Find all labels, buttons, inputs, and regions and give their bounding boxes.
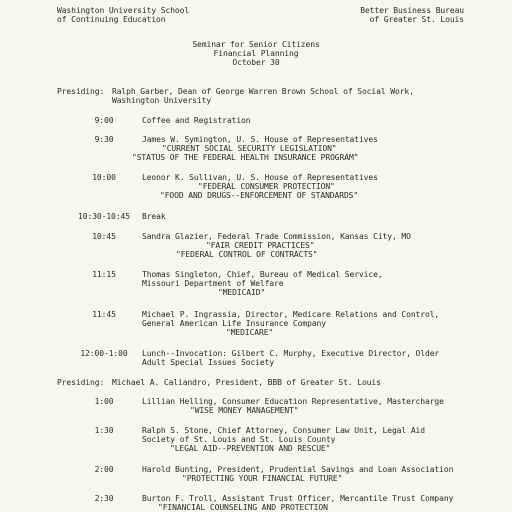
- schedule-time: 11:15: [92, 270, 116, 279]
- talk-title: "PROTECTING YOUR FINANCIAL FUTURE": [182, 474, 343, 483]
- schedule-item: General American Life Insurance Company: [142, 319, 326, 328]
- header-left-line-2: of Continuing Education: [57, 15, 166, 24]
- schedule-time: 9:00: [94, 116, 114, 125]
- schedule-time: 10:45: [92, 232, 116, 241]
- schedule-time: 2:00: [94, 465, 114, 474]
- schedule-item: Michael P. Ingrassia, Director, Medicare Relations and Control,: [142, 310, 440, 319]
- schedule-item: Thomas Singleton, Chief, Bureau of Medical Service,: [142, 270, 383, 279]
- schedule-item: Break: [142, 212, 166, 221]
- seminar-title: Seminar for Senior Citizens: [192, 40, 320, 49]
- schedule-time: 1:30: [94, 426, 114, 435]
- schedule-item: Society of St. Louis and St. Louis County: [142, 435, 336, 444]
- schedule-item: Lunch--Invocation: Gilbert C. Murphy, Executive Director, Older: [142, 349, 440, 358]
- schedule-time: 9:30: [94, 135, 114, 144]
- seminar-subtitle: Financial Planning: [213, 49, 299, 58]
- talk-title: "FEDERAL CONTROL OF CONTRACTS": [176, 250, 318, 259]
- schedule-time: 11:45: [92, 310, 116, 319]
- schedule-item: Burton F. Troll, Assistant Trust Officer, Mercantile Trust Company: [142, 494, 454, 503]
- schedule-item: Adult Special Issues Society: [142, 358, 275, 367]
- talk-title: "MEDICARE": [226, 328, 274, 337]
- presiding-label: Presiding:: [57, 87, 105, 96]
- header-right-line-2: of Greater St. Louis: [369, 15, 464, 24]
- talk-title: "FOOD AND DRUGS--ENFORCEMENT OF STANDARDS": [160, 191, 359, 200]
- schedule-item: Sandra Glazier, Federal Trade Commission, Kansas City, MO: [142, 232, 411, 241]
- talk-title: "WISE MONEY MANAGEMENT": [190, 406, 299, 415]
- header-right-line-1: Better Business Bureau: [360, 6, 464, 15]
- talk-title: "CURRENT SOCIAL SECURITY LEGISLATION": [162, 144, 337, 153]
- presiding-line-1: Michael A. Caliandro, President, BBB of Greater St. Louis: [112, 378, 381, 387]
- schedule-time: 12:00-1:00: [80, 349, 128, 358]
- talk-title: "STATUS OF THE FEDERAL HEALTH INSURANCE PROGRAM": [132, 153, 359, 162]
- schedule-item: Coffee and Registration: [142, 116, 251, 125]
- seminar-date: October 30: [232, 58, 280, 67]
- presiding-line-1: Ralph Garber, Dean of George Warren Brown School of Social Work,: [112, 87, 414, 96]
- presiding-line-2: Washington University: [112, 96, 212, 105]
- schedule-time: 10:30-10:45: [78, 212, 130, 221]
- talk-title: "LEGAL AID--PREVENTION AND RESCUE": [170, 444, 331, 453]
- presiding-label: Presiding:: [57, 378, 105, 387]
- schedule-item: James W. Symington, U. S. House of Representatives: [142, 135, 378, 144]
- schedule-time: 2:30: [94, 494, 114, 503]
- talk-title: "MEDICAID": [218, 288, 266, 297]
- header-left-line-1: Washington University School: [57, 6, 190, 15]
- schedule-item: Ralph S. Stone, Chief Attorney, Consumer Law Unit, Legal Aid: [142, 426, 425, 435]
- talk-title: "FEDERAL CONSUMER PROTECTION": [198, 182, 335, 191]
- schedule-item: Harold Bunting, President, Prudential Savings and Loan Association: [142, 465, 454, 474]
- schedule-item: Missouri Department of Welfare: [142, 279, 284, 288]
- schedule-item: Lillian Helling, Consumer Education Representative, Mastercharge: [142, 397, 444, 406]
- schedule-time: 1:00: [94, 397, 114, 406]
- schedule-time: 10:00: [92, 173, 116, 182]
- talk-title: "FINANCIAL COUNSELING AND PROTECTION: [158, 503, 328, 512]
- talk-title: "FAIR CREDIT PRACTICES": [206, 241, 315, 250]
- schedule-item: Leonor K. Sullivan, U. S. House of Representatives: [142, 173, 378, 182]
